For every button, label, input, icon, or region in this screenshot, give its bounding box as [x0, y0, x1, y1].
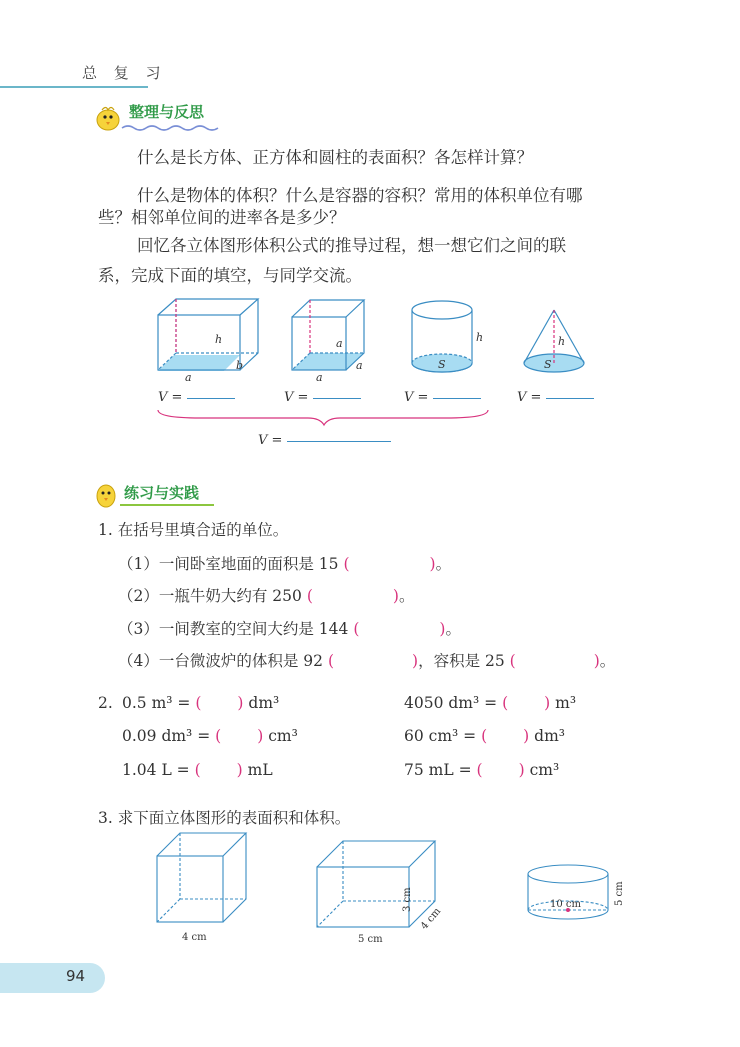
wavy-underline — [122, 126, 218, 130]
paren-open: ( — [194, 761, 201, 779]
cuboid-5-4-3-figure — [317, 841, 435, 927]
question-1-item-4-capacity-text: ，容积是 25 — [418, 652, 505, 670]
cone-base-label: S — [544, 358, 552, 371]
general-volume-blank[interactable] — [287, 440, 391, 442]
paren-close: ) — [544, 694, 551, 712]
question-1-item-2-text: （2）一瓶牛奶大约有 250 — [118, 587, 302, 605]
general-volume-label: V = — [258, 433, 283, 448]
conversion-expression: 1.04 L = — [122, 761, 190, 779]
conversion-unit: mL — [247, 761, 273, 779]
conversion-unit: cm³ — [268, 727, 298, 745]
paragraph-derive-line2: 系，完成下面的填空，与同学交流。 — [98, 266, 362, 285]
conversion-expression: 4050 dm³ = — [404, 694, 498, 712]
question-2-left-1 — [122, 694, 279, 712]
practice-section-title: 练习与实践 — [124, 484, 200, 502]
paren-close: ) — [439, 620, 446, 638]
general-volume-formula — [258, 433, 391, 448]
paragraph-volume-line2: 些？相邻单位间的进率各是多少？ — [98, 208, 346, 227]
period: 。 — [445, 620, 461, 638]
question-1-item-1-text: （1）一间卧室地面的面积是 15 — [118, 555, 339, 573]
paren-close: ) — [257, 727, 264, 745]
cuboid-height-label: h — [215, 333, 223, 346]
cube-length-label: a — [316, 371, 323, 384]
cube-volume-blank[interactable] — [313, 397, 361, 399]
cuboid-volume-formula — [158, 390, 235, 405]
conversion-unit: dm³ — [534, 727, 566, 745]
question-1-item-4-text: （4）一台微波炉的体积是 92 — [118, 652, 324, 670]
question-1-item-1 — [118, 552, 451, 574]
grouping-brace — [158, 410, 488, 425]
question-1-title: 1. 在括号里填合适的单位。 — [98, 521, 289, 539]
cylinder-height-label: h — [476, 331, 484, 344]
cone-figure — [524, 310, 584, 372]
paren-close: ) — [518, 761, 525, 779]
paragraph-derive-line1: 回忆各立体图形体积公式的推导过程，想一想它们之间的联 — [137, 236, 566, 255]
cylinder-volume-label: V = — [404, 390, 429, 405]
paren-close: ) — [412, 652, 419, 670]
conversion-expression: 60 cm³ = — [404, 727, 477, 745]
question-1-item-4 — [118, 649, 615, 671]
paren-close: ) — [237, 694, 244, 712]
chick-mascot-icon — [97, 108, 119, 131]
cube-edge-label: 4 cm — [182, 932, 207, 943]
cube-4cm-figure — [157, 833, 246, 922]
conversion-expression: 75 mL = — [404, 761, 472, 779]
cylinder-base-label: S — [438, 358, 446, 371]
cylinder-diameter-label: 10 cm — [550, 899, 581, 910]
page-number-tab — [0, 963, 105, 993]
cuboid-width-label: b — [236, 359, 244, 372]
cube-width-label: a — [356, 359, 363, 372]
paren-close: ) — [523, 727, 530, 745]
cuboid-width-label: 4 cm — [418, 905, 444, 932]
conversion-expression: 0.5 m³ = — [122, 694, 191, 712]
chick-mascot-icon — [97, 485, 115, 507]
paren-open: ( — [215, 727, 222, 745]
paren-open: ( — [353, 620, 360, 638]
cylinder-volume-blank[interactable] — [433, 397, 481, 399]
conversion-unit: m³ — [555, 694, 577, 712]
cube-volume-formula — [284, 390, 361, 405]
cuboid-height-label: 3 cm — [402, 887, 413, 912]
question-2-number: 2. — [98, 694, 113, 712]
question-3-solids-diagram — [140, 830, 640, 955]
question-1-item-3 — [118, 617, 461, 639]
cone-height-label: h — [558, 335, 566, 348]
cuboid-volume-label: V = — [158, 390, 183, 405]
cone-volume-label: V = — [517, 390, 542, 405]
period: 。 — [398, 587, 415, 605]
paren-open: ( — [306, 587, 313, 605]
paren-open: ( — [343, 555, 350, 573]
paren-open: ( — [327, 652, 335, 670]
page-header-title: 总 复 习 — [82, 64, 167, 82]
period: 。 — [435, 555, 452, 573]
question-2-left-2 — [122, 727, 298, 745]
paren-open: ( — [476, 761, 483, 779]
cylinder-volume-formula — [404, 390, 481, 405]
question-1-item-2 — [118, 584, 414, 606]
cuboid-length-label: 5 cm — [358, 934, 383, 945]
period: 。 — [599, 652, 616, 670]
paren-close: ) — [429, 555, 436, 573]
paren-open: ( — [502, 694, 509, 712]
paren-close: ) — [392, 587, 399, 605]
paragraph-surface-area: 什么是长方体、正方体和圆柱的表面积？各怎样计算？ — [137, 148, 533, 167]
cylinder-height-label: 5 cm — [614, 881, 625, 906]
question-2-right-3 — [404, 761, 559, 779]
paren-close: ) — [593, 652, 600, 670]
cuboid-volume-blank[interactable] — [187, 397, 235, 399]
paren-open: ( — [195, 694, 202, 712]
question-2-right-1 — [404, 694, 576, 712]
cube-volume-label: V = — [284, 390, 309, 405]
paren-close: ) — [236, 761, 243, 779]
paren-open: ( — [509, 652, 516, 670]
cone-volume-blank[interactable] — [546, 397, 594, 399]
review-section-title: 整理与反思 — [129, 103, 205, 121]
paren-open: ( — [481, 727, 488, 745]
cube-figure — [292, 300, 364, 370]
header-divider — [0, 86, 148, 88]
question-2-right-2 — [404, 727, 565, 745]
cube-height-label: a — [336, 337, 343, 350]
paragraph-volume-line1: 什么是物体的体积？什么是容器的容积？常用的体积单位有哪 — [137, 186, 583, 205]
conversion-expression: 0.09 dm³ = — [122, 727, 211, 745]
question-1-item-3-text: （3）一间教室的空间大约是 144 — [118, 620, 349, 638]
conversion-unit: cm³ — [529, 761, 560, 779]
cuboid-length-label: a — [185, 371, 192, 384]
page-number: 94 — [66, 967, 86, 985]
question-2-left-3 — [122, 761, 273, 779]
question-3-title: 3. 求下面立体图形的表面积和体积。 — [98, 809, 351, 827]
cone-volume-formula — [517, 390, 594, 405]
conversion-unit: dm³ — [248, 694, 280, 712]
